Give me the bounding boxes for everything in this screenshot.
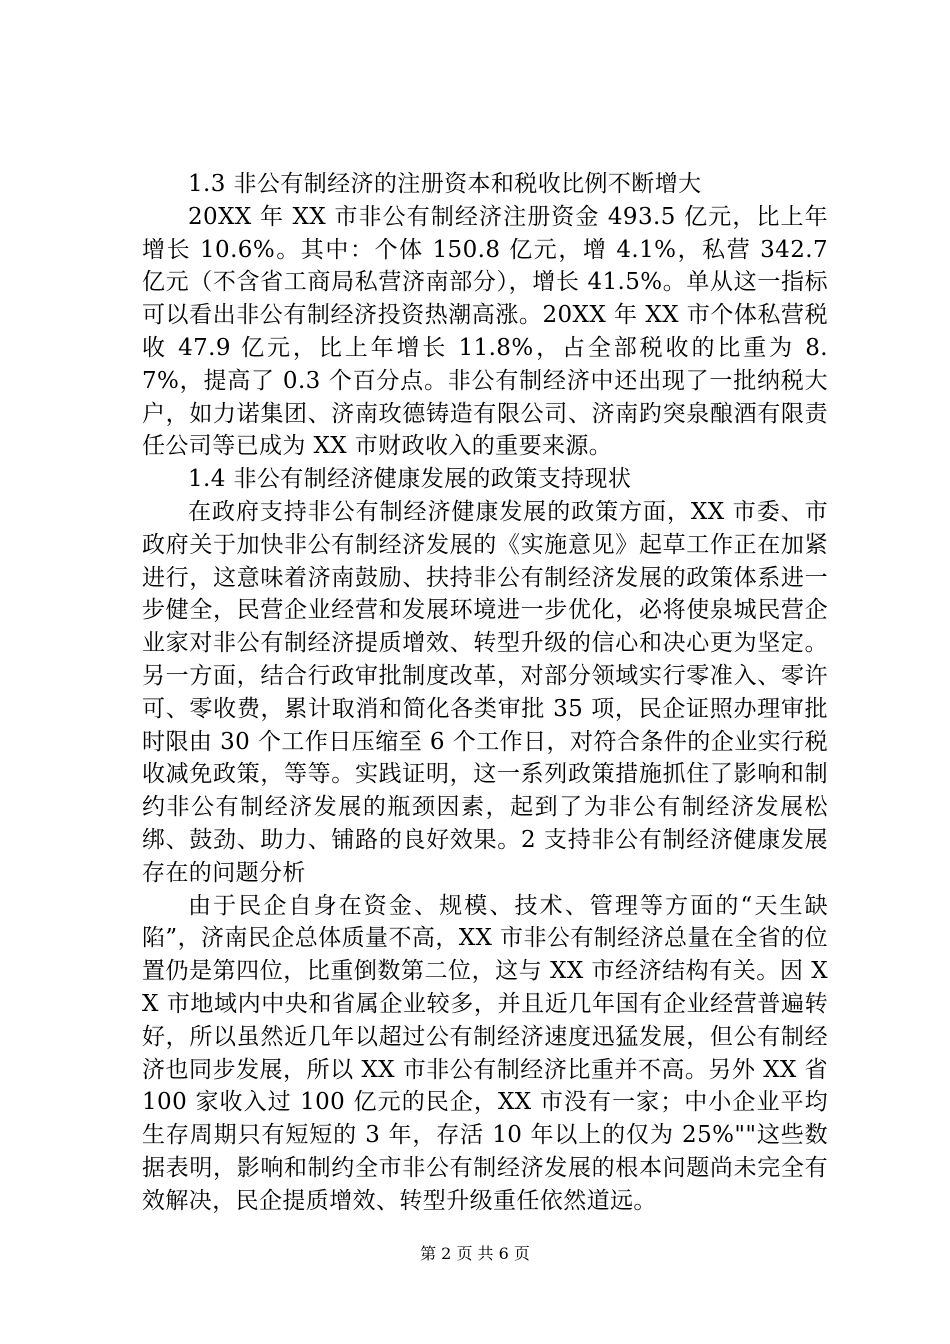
section-heading-1-3: 1.3 非公有制经济的注册资本和税收比例不断增大 (188, 171, 702, 197)
document-body (142, 168, 828, 1218)
section-heading-1-4: 1.4 非公有制经济健康发展的政策支持现状 (188, 466, 632, 493)
paragraph-policy-support: 在政府支持非公有制经济健康发展的政策方面，XX 市委、市政府关于加快非公有制经济发展的《实施意见》起草工作正在加紧进行，这意味着济南鼓励、扶持非公有制经济发展的政策体系进一步健全，民营企业经营和发展环境进一步优化，必将使泉城民营企业家对非公有制经济提质增效、转型升级的信心和决心更为坚定。另一方面，结合行政审批制度改革，对部分领域实行零准入、零许可、零收费，累计取消和简化各类审批 35 项，民企证照办理审批时限由 30 个工作日压缩至 6 个工作日，对符合条件的企业实行税收减免政策，等等。实践证明，这一系列政策措施抓住了影响和制约非公有制经济发展的瓶颈因素，起到了为非公有制经济发展松绑、鼓劲、助力、铺路的良好效果。2 支持非公有制经济健康发展存在的问题分析 (142, 498, 828, 886)
paragraph-problem-analysis: 由于民企自身在资金、规模、技术、管理等方面的“天生缺陷”，济南民企总体质量不高，XX 市非公有制经济总量在全省的位置仍是第四位，比重倒数第二位，这与 XX 市经济结构有关。因 XX 市地域内中央和省属企业较多，并且近几年国有企业经营普遍转好，所以虽然近几年以超过公有制经济速度迅猛发展，但公有制经济也同步发展，所以 XX 市非公有制经济比重并不高。另外 XX 省 100 家收入过 100 亿元的民企，XX 市没有一家；中小企业平均生存周期只有短短的 3 年，存活 10 年以上的仅为 25%""这些数据表明，影响和制约全市非公有制经济发展的根本问题尚未完全有效解决，民企提质增效、转型升级重任依然道远。 (142, 892, 828, 1214)
paragraph-registered-capital: 20XX 年 XX 市非公有制经济注册资金 493.5 亿元，比上年增长 10.6%。其中：个体 150.8 亿元，增 4.1%，私营 342.7 亿元（不含省工商局私营济南部分），增长 41.5%。单从这一指标可以看出非公有制经济投资热潮高涨。20XX 年 XX 市个体私营税收 47.9 亿元，比上年增长 11.8%，占全部税收的比重为 8.7%，提高了 0.3 个百分点。非公有制经济中还出现了一批纳税大户，如力诺集团、济南玫德铸造有限公司、济南趵突泉酿酒有限责任公司等已成为 XX 市财政收入的重要来源。 (142, 203, 828, 460)
page-footer: 第 2 页 共 6 页 (420, 1244, 530, 1263)
